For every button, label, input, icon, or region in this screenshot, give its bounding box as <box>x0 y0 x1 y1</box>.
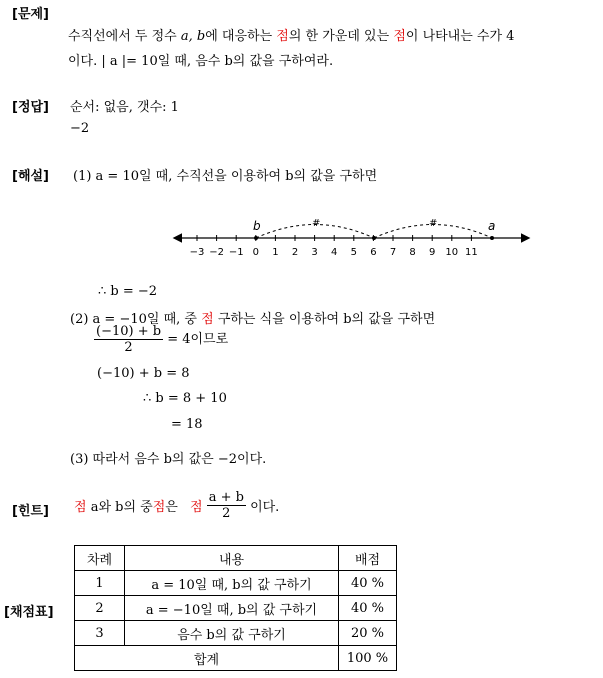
hint-tail: 이다. <box>250 500 280 515</box>
rubric-cell: 1 <box>75 571 125 596</box>
rubric-total-label: 합계 <box>75 646 339 671</box>
step2-text: 구하는 식을 이용하여 b의 값을 구하면 <box>217 312 436 327</box>
therefore-1: ∴ b = −2 <box>98 284 158 299</box>
rubric-cell: 2 <box>75 596 125 621</box>
number-line-tick-label: 1 <box>272 247 279 258</box>
rubric-cell: a = 10일 때, b의 값 구하기 <box>125 571 339 596</box>
label-a: a <box>488 219 496 233</box>
rubric-table <box>74 545 397 671</box>
number-line-tick-label: −2 <box>209 247 224 258</box>
hint-text: 은 <box>165 500 178 515</box>
rubric-cell: 40 % <box>339 571 397 596</box>
step2-text: (2) a = −10일 때, 중 <box>70 312 197 327</box>
problem-text: 수직선에서 두 정수 <box>68 29 177 44</box>
solution-step-1: (1) a = 10일 때, 수직선을 이용하여 b의 값을 구하면 <box>73 169 378 184</box>
number-line <box>170 213 535 263</box>
fraction-numerator: (−10) + b <box>96 324 162 339</box>
point-midpoint <box>372 236 376 240</box>
hint-fraction-numerator: a + b <box>208 490 244 505</box>
equal-mark-left: # <box>312 218 321 229</box>
problem-text: 의 한 가운데 있는 <box>288 29 390 44</box>
rubric-header-cell: 차례 <box>75 546 125 571</box>
problem-vars: a, b <box>180 29 206 44</box>
fraction-denominator: 2 <box>124 340 133 355</box>
problem-tag: [문제] <box>12 7 49 22</box>
equation-1: (−10) + b = 8 <box>97 366 190 381</box>
problem-line-2: 이다. | a |= 10일 때, 음수 b의 값을 구하여라. <box>68 54 334 69</box>
point-word: 점 <box>189 500 203 515</box>
rubric-row <box>75 571 397 596</box>
rubric-header-row <box>75 546 397 571</box>
number-line-tick-label: 2 <box>291 247 299 258</box>
rubric-tag: [채점표] <box>4 605 54 620</box>
rubric-cell: 음수 b의 값 구하기 <box>125 621 339 646</box>
equation-3: = 18 <box>171 417 203 432</box>
fraction <box>94 324 163 355</box>
number-line-tick-label: 6 <box>370 247 377 258</box>
number-line-tick-label: 11 <box>465 247 478 258</box>
rubric-cell: 3 <box>75 621 125 646</box>
hint-fraction <box>207 490 246 521</box>
rubric-header-cell: 내용 <box>125 546 339 571</box>
fraction-tail: = 4이므로 <box>167 332 229 347</box>
hint-fraction-denominator: 2 <box>222 506 231 521</box>
problem-text: 이 나타내는 수가 4 <box>405 29 515 44</box>
rubric-row <box>75 621 397 646</box>
answer-line-2: −2 <box>70 121 90 136</box>
problem-line-1 <box>68 25 514 44</box>
number-line-tick-label: 9 <box>429 247 436 258</box>
rubric-total-value: 100 % <box>339 646 397 671</box>
number-line-tick-label: 4 <box>331 247 338 258</box>
solution-step-3: (3) 따라서 음수 b의 값은 −2이다. <box>70 452 267 467</box>
hint-tag: [힌트] <box>12 504 49 519</box>
point-word: 점 <box>201 312 214 327</box>
point-word: 점 <box>393 29 406 44</box>
hint-text: a와 b의 중 <box>90 500 153 515</box>
point-word: 점 <box>276 29 289 44</box>
number-line-tick-label: 7 <box>389 247 397 258</box>
answer-tag: [정답] <box>12 100 49 115</box>
number-line-tick-label: 0 <box>252 247 259 258</box>
answer-line-1: 순서: 없음, 갯수: 1 <box>70 100 179 115</box>
number-line-tick-label: 10 <box>445 247 459 258</box>
rubric-cell: 40 % <box>339 596 397 621</box>
equal-mark-right: # <box>429 218 438 229</box>
number-line-tick-label: −3 <box>189 247 205 258</box>
rubric-header-cell: 배점 <box>339 546 397 571</box>
label-b: b <box>253 219 261 233</box>
point-b <box>254 236 258 240</box>
point-word: 점 <box>152 500 166 515</box>
rubric-total-row <box>75 646 397 671</box>
fraction-expression <box>94 324 228 355</box>
number-line-tick-label: −1 <box>228 247 244 258</box>
number-line-tick-label: 5 <box>350 247 357 258</box>
point-a <box>490 236 494 240</box>
equation-2: ∴ b = 8 + 10 <box>143 391 227 406</box>
hint-line <box>74 490 279 521</box>
number-line-tick-label: 8 <box>409 247 416 258</box>
number-line-tick-label: 3 <box>311 247 318 258</box>
rubric-row <box>75 596 397 621</box>
problem-text: 에 대응하는 <box>205 29 273 44</box>
point-word: 점 <box>74 500 87 515</box>
rubric-cell: 20 % <box>339 621 397 646</box>
rubric-cell: a = −10일 때, b의 값 구하기 <box>125 596 339 621</box>
solution-tag: [해설] <box>12 169 49 184</box>
